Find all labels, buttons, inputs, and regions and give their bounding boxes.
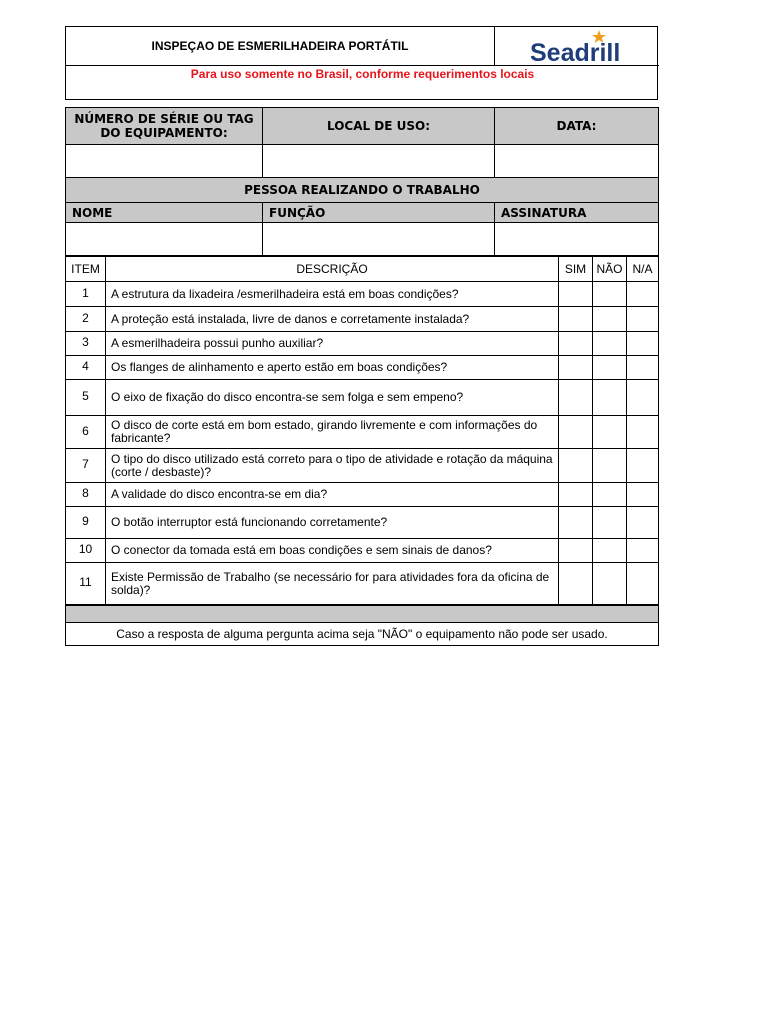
serial-label: NÚMERO DE SÉRIE OU TAG DO EQUIPAMENTO:	[65, 107, 263, 145]
col-header-na: N/A	[626, 256, 659, 282]
answer-na-box[interactable]	[626, 306, 659, 332]
col-header-description: DESCRIÇÃO	[105, 256, 559, 282]
answer-yes-box[interactable]	[558, 306, 593, 332]
answer-no-box[interactable]	[592, 379, 627, 416]
answer-yes-box[interactable]	[558, 415, 593, 449]
date-label: DATA:	[494, 107, 659, 145]
form-subtitle: Para uso somente no Brasil, conforme requerimentos locais	[190, 67, 535, 81]
item-number: 1	[65, 281, 106, 307]
logo-text: Seadrill	[530, 39, 621, 66]
separator-bar	[65, 605, 659, 623]
location-field[interactable]	[262, 144, 495, 178]
answer-na-box[interactable]	[626, 562, 659, 605]
answer-na-box[interactable]	[626, 415, 659, 449]
answer-no-box[interactable]	[592, 331, 627, 356]
answer-no-box[interactable]	[592, 415, 627, 449]
col-header-item: ITEM	[65, 256, 106, 282]
item-description: O botão interruptor está funcionando corretamente?	[105, 506, 559, 539]
answer-na-box[interactable]	[626, 538, 659, 563]
location-label: LOCAL DE USO:	[262, 107, 495, 145]
answer-yes-box[interactable]	[558, 379, 593, 416]
answer-yes-box[interactable]	[558, 506, 593, 539]
answer-yes-box[interactable]	[558, 281, 593, 307]
answer-no-box[interactable]	[592, 448, 627, 483]
item-description: O conector da tomada está em boas condições e sem sinais de danos?	[105, 538, 559, 563]
item-number: 10	[65, 538, 106, 563]
answer-na-box[interactable]	[626, 379, 659, 416]
item-number: 6	[65, 415, 106, 449]
date-field[interactable]	[494, 144, 659, 178]
logo-graphic	[495, 27, 659, 66]
role-field[interactable]	[262, 222, 495, 256]
answer-no-box[interactable]	[592, 538, 627, 563]
answer-na-box[interactable]	[626, 448, 659, 483]
name-label: NOME	[65, 202, 263, 223]
answer-na-box[interactable]	[626, 482, 659, 507]
form-title: INSPEÇAO DE ESMERILHADEIRA PORTÁTIL	[66, 27, 495, 66]
form-header	[65, 26, 658, 100]
item-number: 8	[65, 482, 106, 507]
answer-no-box[interactable]	[592, 355, 627, 380]
item-number: 2	[65, 306, 106, 332]
answer-yes-box[interactable]	[558, 562, 593, 605]
item-description: A validade do disco encontra-se em dia?	[105, 482, 559, 507]
answer-na-box[interactable]	[626, 331, 659, 356]
item-description: A estrutura da lixadeira /esmerilhadeira está em boas condições?	[105, 281, 559, 307]
item-description: A esmerilhadeira possui punho auxiliar?	[105, 331, 559, 356]
role-label: FUNÇÃO	[262, 202, 495, 223]
item-number: 11	[65, 562, 106, 605]
serial-field[interactable]	[65, 144, 263, 178]
item-description: A proteção está instalada, livre de danos e corretamente instalada?	[105, 306, 559, 332]
col-header-no: NÃO	[592, 256, 627, 282]
item-description: Os flanges de alinhamento e aperto estão em boas condições?	[105, 355, 559, 380]
item-number: 9	[65, 506, 106, 539]
signature-label: ASSINATURA	[494, 202, 659, 223]
answer-no-box[interactable]	[592, 506, 627, 539]
answer-na-box[interactable]	[626, 506, 659, 539]
answer-yes-box[interactable]	[558, 448, 593, 483]
item-description: Existe Permissão de Trabalho (se necessário for para atividades fora da oficina de solda)?	[105, 562, 559, 605]
answer-no-box[interactable]	[592, 562, 627, 605]
item-description: O disco de corte está em bom estado, girando livremente e com informações do fabricante?	[105, 415, 559, 449]
answer-yes-box[interactable]	[558, 538, 593, 563]
person-section-label: PESSOA REALIZANDO O TRABALHO	[65, 177, 659, 203]
answer-yes-box[interactable]	[558, 482, 593, 507]
name-field[interactable]	[65, 222, 263, 256]
answer-no-box[interactable]	[592, 281, 627, 307]
item-number: 5	[65, 379, 106, 416]
item-description: O eixo de fixação do disco encontra-se sem folga e sem empeno?	[105, 379, 559, 416]
answer-na-box[interactable]	[626, 355, 659, 380]
footer-note: Caso a resposta de alguma pergunta acima seja "NÃO" o equipamento não pode ser usado.	[65, 622, 659, 646]
answer-yes-box[interactable]	[558, 355, 593, 380]
signature-field[interactable]	[494, 222, 659, 256]
item-description: O tipo do disco utilizado está correto para o tipo de atividade e rotação da máquina (corte / desbaste)?	[105, 448, 559, 483]
answer-na-box[interactable]	[626, 281, 659, 307]
col-header-yes: SIM	[558, 256, 593, 282]
answer-no-box[interactable]	[592, 482, 627, 507]
answer-yes-box[interactable]	[558, 331, 593, 356]
item-number: 3	[65, 331, 106, 356]
item-number: 7	[65, 448, 106, 483]
seadrill-logo	[495, 27, 659, 66]
item-number: 4	[65, 355, 106, 380]
answer-no-box[interactable]	[592, 306, 627, 332]
